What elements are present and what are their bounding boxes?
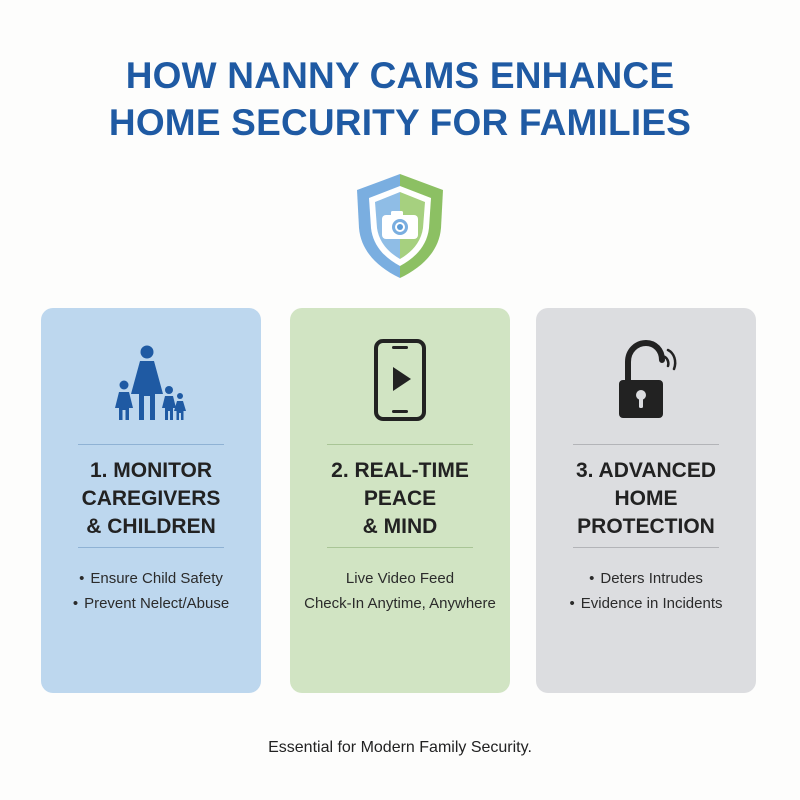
list-item: • Ensure Child Safety: [41, 566, 261, 591]
title-line-1: HOW NANNY CAMS ENHANCE: [125, 55, 675, 96]
card-heading: 1. MONITOR CAREGIVERS & CHILDREN: [81, 459, 221, 538]
list-item: Check-In Anytime, Anywhere: [304, 595, 496, 612]
list-item: Live Video Feed: [345, 570, 455, 587]
divider: [573, 547, 719, 548]
bullet-list: [536, 566, 756, 616]
list-item: • Prevent Nelect/Abuse: [41, 591, 261, 616]
title-line-2: HOME SECURITY FOR FAMILIES: [108, 102, 692, 143]
card-monitor-caregivers: [41, 308, 261, 693]
card-advanced-protection: [536, 308, 756, 693]
footer-tagline: Essential for Modern Family Security.: [268, 739, 532, 756]
divider: [78, 547, 224, 548]
card-heading: 2. REAL-TIME PEACE & MIND: [331, 459, 469, 538]
bullet-list: [290, 566, 510, 616]
page-title: [0, 52, 800, 146]
wireless-unlocked-padlock-icon: [610, 338, 682, 422]
divider: [78, 444, 224, 445]
list-item: • Evidence in Incidents: [536, 591, 756, 616]
divider: [327, 444, 473, 445]
divider: [573, 444, 719, 445]
bullet-list: [41, 566, 261, 616]
list-item: • Deters Intrudes: [536, 566, 756, 591]
smartphone-play-icon: [373, 338, 427, 422]
divider: [327, 547, 473, 548]
card-heading: 3. ADVANCED HOME PROTECTION: [575, 459, 717, 538]
shield-camera-icon: [355, 172, 445, 280]
card-real-time-peace: [290, 308, 510, 693]
family-icon: [113, 344, 189, 422]
